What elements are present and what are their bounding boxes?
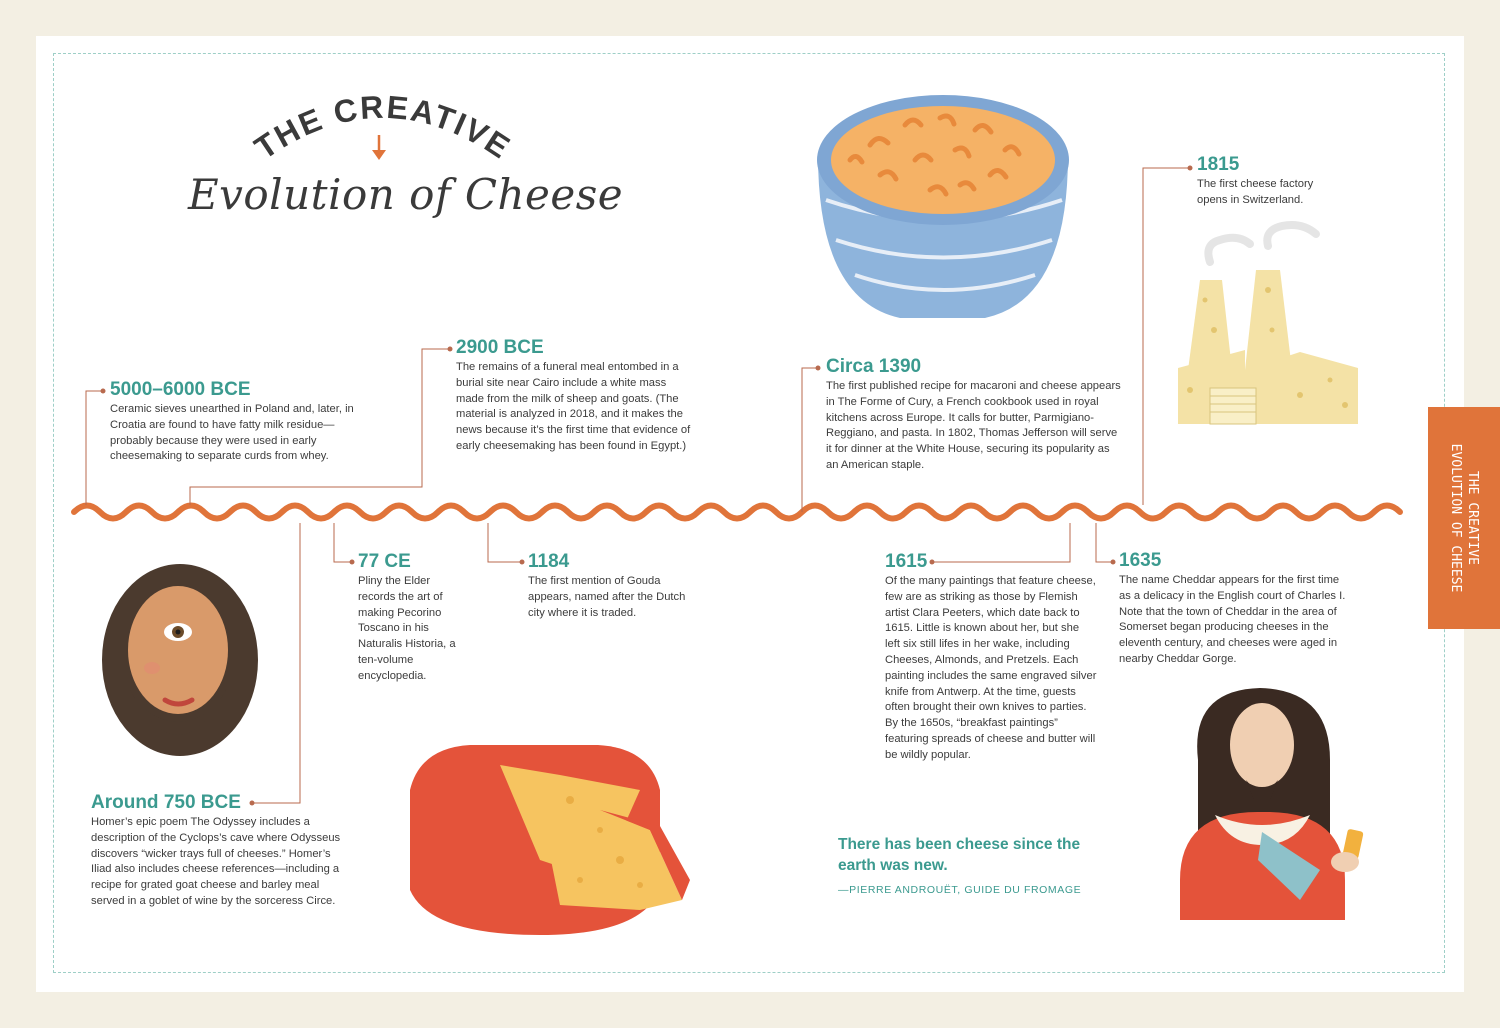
charles-i-illustration xyxy=(1180,688,1364,920)
title-arrow-icon xyxy=(372,135,386,160)
side-tab-label xyxy=(1447,444,1481,593)
entry-date: Circa 1390 xyxy=(826,356,922,377)
timeline-entry-2900bce xyxy=(456,337,694,455)
entry-date: 1615 xyxy=(885,551,928,572)
entry-date: 1184 xyxy=(528,551,570,572)
title-line2: Evolution of Cheese xyxy=(188,170,624,219)
title-line1: THE CREATIVE xyxy=(248,88,518,167)
entry-date: 2900 BCE xyxy=(456,337,544,358)
mac-and-cheese-bowl-illustration xyxy=(817,95,1069,318)
entry-date: Around 750 BCE xyxy=(91,792,241,813)
timeline-entry-1635 xyxy=(1119,550,1347,668)
entry-date: 1815 xyxy=(1197,154,1240,175)
timeline-entry-750bce xyxy=(91,792,343,910)
entry-text: Homer’s epic poem The Odyssey includes a description of the Cyclops’s cave where Odysseus discovers “wicker trays full of cheeses.” Homer’s Iliad also includes cheese references—including a recipe for grated goat cheese and barley meal served in a goblet of wine by the sorceress Circe. xyxy=(91,816,341,907)
quote-attribution: —PIERRE ANDROUËT, GUIDE DU FROMAGE xyxy=(838,884,1082,896)
entry-text: Ceramic sieves unearthed in Poland and, later, in Croatia are found to have fatty milk residue—probably because they were used in early cheesemaking to separate curds from whey. xyxy=(110,403,354,463)
timeline-entry-1815 xyxy=(1197,154,1337,209)
entry-text: The first mention of Gouda appears, named after the Dutch city where it is traded. xyxy=(528,575,686,619)
side-tab-line2: EVOLUTION OF CHEESE xyxy=(1448,443,1463,593)
timeline-entry-1615 xyxy=(885,551,1097,764)
timeline-entry-5000bce xyxy=(110,379,372,465)
entry-date: 77 CE xyxy=(358,551,411,572)
cyclops-illustration xyxy=(102,564,258,756)
entry-text: The name Cheddar appears for the first time as a delicacy in the English court of Charles I. Note that the town of Cheddar in the area of Somerset began producing cheeses in the eleventh century, and cheeses were aged in nearby Cheddar Gorge. xyxy=(1119,574,1346,665)
entry-date: 5000–6000 BCE xyxy=(110,379,251,400)
entry-text: The first cheese factory opens in Switzerland. xyxy=(1197,178,1314,206)
entry-text: Of the many paintings that feature cheese, few are as striking as those by Flemish artist Clara Peeters, which date back to 1615. Little is known about her, but she left six still lifes in her wake, including Cheeses, Almonds, and Pretzels. Each painting includes the same engraved silver knife from Antwerp. At the time, guests often brought their own knives to parties. By the 1650s, “breakfast paintings” featuring spreads of cheese and butter will be wildly popular. xyxy=(885,575,1097,761)
timeline-wave xyxy=(74,506,1400,519)
side-tab-line1: THE CREATIVE xyxy=(1465,471,1480,565)
quote-text: There has been cheese since the earth was new. xyxy=(838,836,1081,874)
entry-date: 1635 xyxy=(1119,550,1162,571)
timeline-entry-1390 xyxy=(826,356,1122,474)
gouda-cheese-illustration xyxy=(410,745,690,935)
entry-text: Pliny the Elder records the art of making Pecorino Toscano in his Naturalis Historia, a ten-volume encyclopedia. xyxy=(358,575,456,682)
entry-text: The remains of a funeral meal entombed in a burial site near Cairo include a white mass made from the milk of sheep and goats. (The material is analyzed in 2018, and it makes the news because it’s the first time that evidence of early cheesemaking has been found in Egypt.) xyxy=(456,361,691,452)
entry-text: The first published recipe for macaroni and cheese appears in The Forme of Cury, a French cookbook used in royal kitchens across Europe. It calls for butter, Parmigiano-Reggiano, and pasta. In 1802, Thomas Jefferson will serve it for dinner at the White House, securing its popularity as an American staple. xyxy=(826,380,1121,471)
timeline-entry-77ce xyxy=(358,551,462,685)
timeline-entry-1184 xyxy=(528,551,698,621)
cheese-factory-illustration xyxy=(1178,225,1358,424)
